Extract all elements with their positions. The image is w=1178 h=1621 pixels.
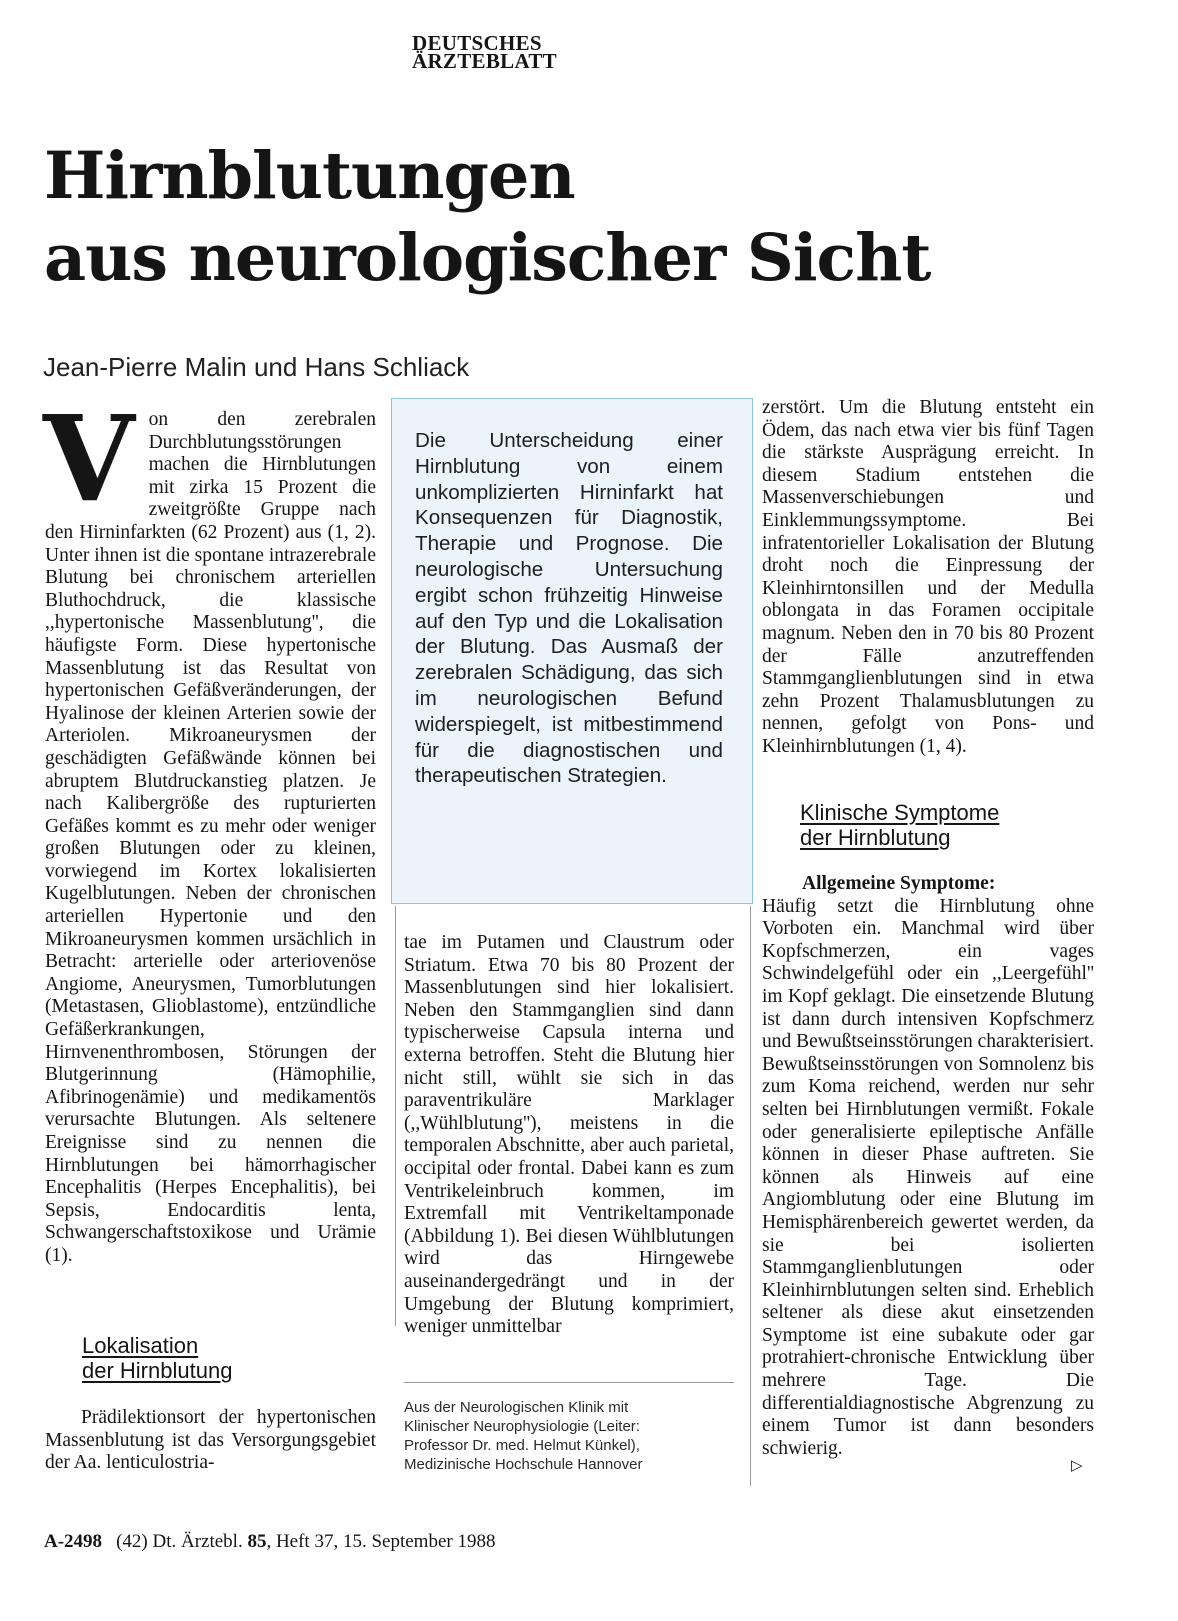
page-number: A-2498	[44, 1531, 103, 1552]
heading-line: der Hirnblutung	[800, 825, 951, 850]
footnote-line: Medizinische Hochschule Hannover	[404, 1456, 643, 1473]
footer-volume: 85	[247, 1531, 267, 1552]
column-divider	[395, 906, 396, 1326]
footnote-line: Aus der Neurologischen Klinik mit	[404, 1399, 629, 1416]
section-heading-klinische-symptome	[800, 800, 999, 850]
heading-line: Klinische Symptome	[800, 800, 1000, 825]
drop-cap: V	[43, 389, 135, 528]
title-line1: Hirnblutungen	[44, 138, 575, 214]
article-title	[44, 135, 1094, 299]
heading-line: Lokalisation	[82, 1333, 199, 1358]
section-heading-lokalisation	[82, 1333, 232, 1383]
footnote-line: Klinischer Neurophysiologie (Leiter:	[404, 1418, 640, 1435]
masthead-line1: DEUTSCHES	[412, 31, 542, 55]
continue-arrow-icon: ▷	[1071, 1456, 1083, 1474]
article-authors: Jean-Pierre Malin und Hans Schliack	[43, 352, 470, 382]
footer-issue: , Heft 37, 15. September 1988	[266, 1531, 496, 1552]
column-2-text: tae im Putamen und Claustrum oder Striatum. Etwa 70 bis 80 Prozent der Massenblutungen sind hier lokalisiert. Neben den Stammganglien sind dann typischerweise Capsula interna und externa betroffen. Steht die Blutung hier nicht still, wühlt sie sich in das paraventrikuläre Marklager (,,Wühlblutung''), meistens in die temporalen Abschnitte, aber auch parietal, occipital oder frontal. Dabei kann es zum Ventrikeleinbruch kommen, im Extremfall mit Ventrikeltamponade (Abbildung 1). Bei diesen Wühlblutungen wird das Hirngewebe auseinandergedrängt und in der Umgebung der Blutung komprimiert, weniger unmittelbar	[404, 932, 734, 1338]
footnote-line: Professor Dr. med. Helmut Künkel),	[404, 1437, 640, 1454]
intro-paragraph: on den zerebralen Durchblutungsstörungen machen die Hirnblutungen mit zirka 15 Prozent die zweitgrößte Gruppe nach den Hirninfarkten (62 Prozent) aus (1, 2). Unter ihnen ist die spontane intrazerebrale Blutung bei chronischem arteriellen Bluthochdruck, die klassische ,,hypertonische Massenblutung'', die häufigste Form. Diese hypertonische Massenblutung ist das Resultat von hypertonischen Gefäßveränderungen, der Hyalinose der kleinen Arterien sowie der Arteriolen. Mikroaneurysmen der geschädigten Gefäßwände können bei abruptem Blutdruckanstieg platzen. Je nach Kalibergröße des rupturierten Gefäßes kommt es zu mehr oder weniger großen Blutungen oder zu kleinen, vorwiegend im Kortex lokalisierten Kugelblutungen. Neben der chronischen arteriellen Hypertonie und den Mikroaneurysmen kommen ursächlich in Betracht: arterielle oder arteriovenöse Angiome, Aneurysmen, Tumorblutungen (Metastasen, Glioblastome), entzündliche Gefäßerkrankungen, Hirnvenenthrombosen, Störungen der Blutgerinnung (Hämophilie, Afibrinogenämie) und medikamentös verursachte Blutungen. Als seltenere Ereignisse sind zu nennen die Hirnblutungen bei hämorrhagischer Encephalitis (Herpes Encephalitis), bei Sepsis, Endocarditis lenta, Schwangerschaftstoxikose und Urämie (1).	[45, 409, 376, 1266]
journal-masthead	[412, 31, 582, 73]
masthead-line2: ÄRZTEBLATT	[412, 49, 557, 73]
column-3-text: zerstört. Um die Blutung entsteht ein Ödem, das nach etwa vier bis fünf Tagen die stärkste Ausprägung erreicht. In diesem Stadium entstehen die Massenverschiebungen und Einklemmungssymptome. Bei infratentorieller Lokalisation der Blutung droht noch die Einpressung der Kleinhirntonsillen und der Medulla oblongata in das Foramen occipitale magnum. Neben den in 70 bis 80 Prozent der Fälle anzutreffenden Stammganglienblutungen sind in etwa zehn Prozent Thalamusblutungen zu nennen, gefolgt von Pons- und Kleinhirnblutungen (1, 4).	[762, 397, 1094, 757]
footnote-rule	[404, 1382, 734, 1383]
symptoms-section	[762, 873, 1094, 1460]
pullquote-text: Die Unterscheidung einer Hirnblutung von einem unkomplizierten Hirninfarkt hat Konsequenzen für Diagnostik, Therapie und Prognose. Die neurologische Untersuchung ergibt schon frühzeitig Hinweise auf den Typ und die Lokalisation der Blutung. Das Ausmaß der zerebralen Schädigung, das sich im neurologischen Befund widerspiegelt, ist mitbestimmend für die diagnostischen und therapeutischen Strategien.	[415, 429, 723, 788]
column-divider	[750, 906, 751, 1486]
page-footer	[44, 1531, 495, 1553]
lokalisation-paragraph: Prädilektionsort der hypertonischen Massenblutung ist das Versorgungsgebiet der Aa. lenticulostria-	[45, 1407, 376, 1474]
author-affiliation-footnote	[404, 1398, 734, 1474]
heading-line: der Hirnblutung	[82, 1358, 233, 1383]
title-line2: aus neurologischer Sicht	[44, 220, 931, 296]
symptoms-paragraph: Häufig setzt die Hirnblutung ohne Vorboten ein. Manchmal wird über Kopfschmerzen, ein vages Schwindelgefühl oder ein ,,Leergefühl'' im Kopf geklagt. Die einsetzende Blutung ist dann durch intensiven Kopfschmerz und Bewußtseinsstörungen charakterisiert. Bewußtseinsstörungen von Somnolenz bis zum Koma reichend, werden nur sehr selten bei Hirnblutungen vermißt. Fokale oder generalisierte epileptische Anfälle können in dieser Phase auftreten. Sie können als Hinweis auf eine Angiomblutung oder eine Blutung im Hemisphärenbereich gewertet werden, da sie bei isolierten Stammganglienblutungen oder Kleinhirnblutungen selten sind. Erheblich seltener als diese akut einsetzenden Symptome ist eine subakute oder gar protrahiert-chronische Entwicklung über mehrere Tage. Die differentialdiagnostische Abgrenzung zu einem Tumor ist dann besonders schwierig.	[762, 895, 1094, 1459]
column-1-intro	[43, 389, 376, 1268]
footer-citation: (42) Dt. Ärztebl.	[116, 1531, 248, 1552]
subheading-allgemeine-symptome: Allgemeine Symptome:	[802, 873, 996, 894]
